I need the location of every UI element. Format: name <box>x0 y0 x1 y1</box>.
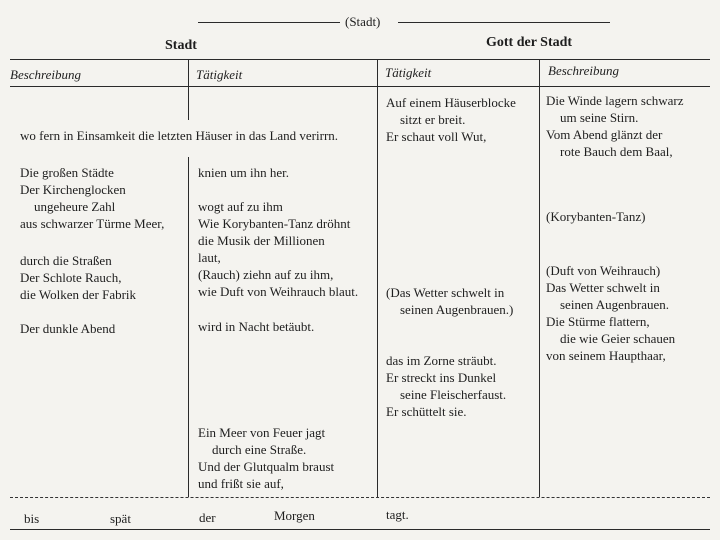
col2-block-1 <box>198 198 358 300</box>
col3-line: sitzt er breit. <box>400 112 466 127</box>
col1-line: Der Kirchenglocken <box>20 182 126 197</box>
col3-line: Auf einem Häuserblocke <box>386 95 516 110</box>
col4-line: rote Bauch dem Baal, <box>560 144 673 159</box>
col2-line: durch eine Straße. <box>212 442 307 457</box>
top-label: (Stadt) <box>345 14 381 29</box>
col1-block-1 <box>20 164 164 232</box>
col3-block-2 <box>386 284 513 318</box>
footer-bottom-rule <box>10 529 710 530</box>
col4-block-2 <box>546 262 675 364</box>
col1-block-2 <box>20 252 136 303</box>
col1-line: ungeheure Zahl <box>34 199 116 214</box>
col4-line: Vom Abend glänzt der <box>546 127 663 142</box>
col3-block-3 <box>386 352 506 420</box>
col2-line: wogt auf zu ihm <box>198 199 283 214</box>
col3-block-1 <box>386 94 516 145</box>
divider-3 <box>539 59 540 497</box>
col2-block-2 <box>198 424 334 492</box>
col1-line: Der Schlote Rauch, <box>20 270 122 285</box>
col2-line: (Rauch) ziehn auf zu ihm, <box>198 267 334 282</box>
col2-line: wird in Nacht betäubt. <box>198 319 315 334</box>
table-top-rule <box>10 59 710 60</box>
top-rule-right <box>398 22 610 23</box>
col4-line: um seine Stirn. <box>560 110 639 125</box>
col1-line: wo fern in Einsamkeit die letzten Häuser in das Land verirrn. <box>20 128 339 143</box>
col4-line: Die Winde lagern schwarz <box>546 93 684 108</box>
col3-line: Er schaut voll Wut, <box>386 129 487 144</box>
header-bottom-rule <box>10 86 710 87</box>
col4-line: Die Stürme flattern, <box>546 314 650 329</box>
footer-word: Morgen <box>274 508 315 523</box>
col2-line: wie Duft von Weihrauch blaut. <box>198 284 359 299</box>
col1-line: die Wolken der Fabrik <box>20 287 137 302</box>
col3-line: das im Zorne sträubt. <box>386 353 497 368</box>
footer-word: spät <box>110 511 131 526</box>
col2-line: laut, <box>198 250 221 265</box>
divider-1-lower <box>188 157 189 497</box>
col1-line: durch die Straßen <box>20 253 112 268</box>
col4-line: (Korybanten-Tanz) <box>546 209 646 224</box>
col2-line: knien um ihn her. <box>198 165 289 180</box>
col3-line: seine Fleischerfaust. <box>400 387 507 402</box>
col4-heading: Beschreibung <box>548 63 619 78</box>
footer-word: bis <box>24 511 40 526</box>
footer-dashed-rule <box>10 497 710 498</box>
col4-line: von seinem Haupthaar, <box>546 348 666 363</box>
col3-heading: Tätigkeit <box>385 65 432 80</box>
divider-1-upper <box>188 86 189 120</box>
col1-line: Der dunkle Abend <box>20 321 116 336</box>
col2-line: Ein Meer von Feuer jagt <box>198 425 326 440</box>
col1-heading: Beschreibung <box>10 67 81 82</box>
col1-line: aus schwarzer Türme Meer, <box>20 216 165 231</box>
col1-line: Die großen Städte <box>20 165 114 180</box>
col4-block-1 <box>546 92 683 160</box>
divider-1-header <box>188 59 189 86</box>
col4-line: die wie Geier schauen <box>560 331 676 346</box>
col3-line: (Das Wetter schwelt in <box>386 285 505 300</box>
left-group-heading: Stadt <box>165 38 197 53</box>
col2-line: und frißt sie auf, <box>198 476 284 491</box>
col2-heading: Tätigkeit <box>196 67 243 82</box>
col3-line: seinen Augenbrauen.) <box>400 302 514 317</box>
footer-word: der <box>199 510 216 525</box>
col3-line: Er schüttelt sie. <box>386 404 467 419</box>
col4-line: Das Wetter schwelt in <box>546 280 660 295</box>
col4-line: seinen Augenbrauen. <box>560 297 670 312</box>
col3-line: Er streckt ins Dunkel <box>386 370 497 385</box>
footer-word: tagt. <box>386 507 409 522</box>
top-rule-left <box>198 22 340 23</box>
col2-line: Wie Korybanten-Tanz dröhnt <box>198 216 351 231</box>
divider-2 <box>377 59 378 497</box>
col4-line: (Duft von Weihrauch) <box>546 263 661 278</box>
col2-line: die Musik der Millionen <box>198 233 325 248</box>
right-group-heading: Gott der Stadt <box>486 35 573 50</box>
col2-line: Und der Glutqualm braust <box>198 459 335 474</box>
